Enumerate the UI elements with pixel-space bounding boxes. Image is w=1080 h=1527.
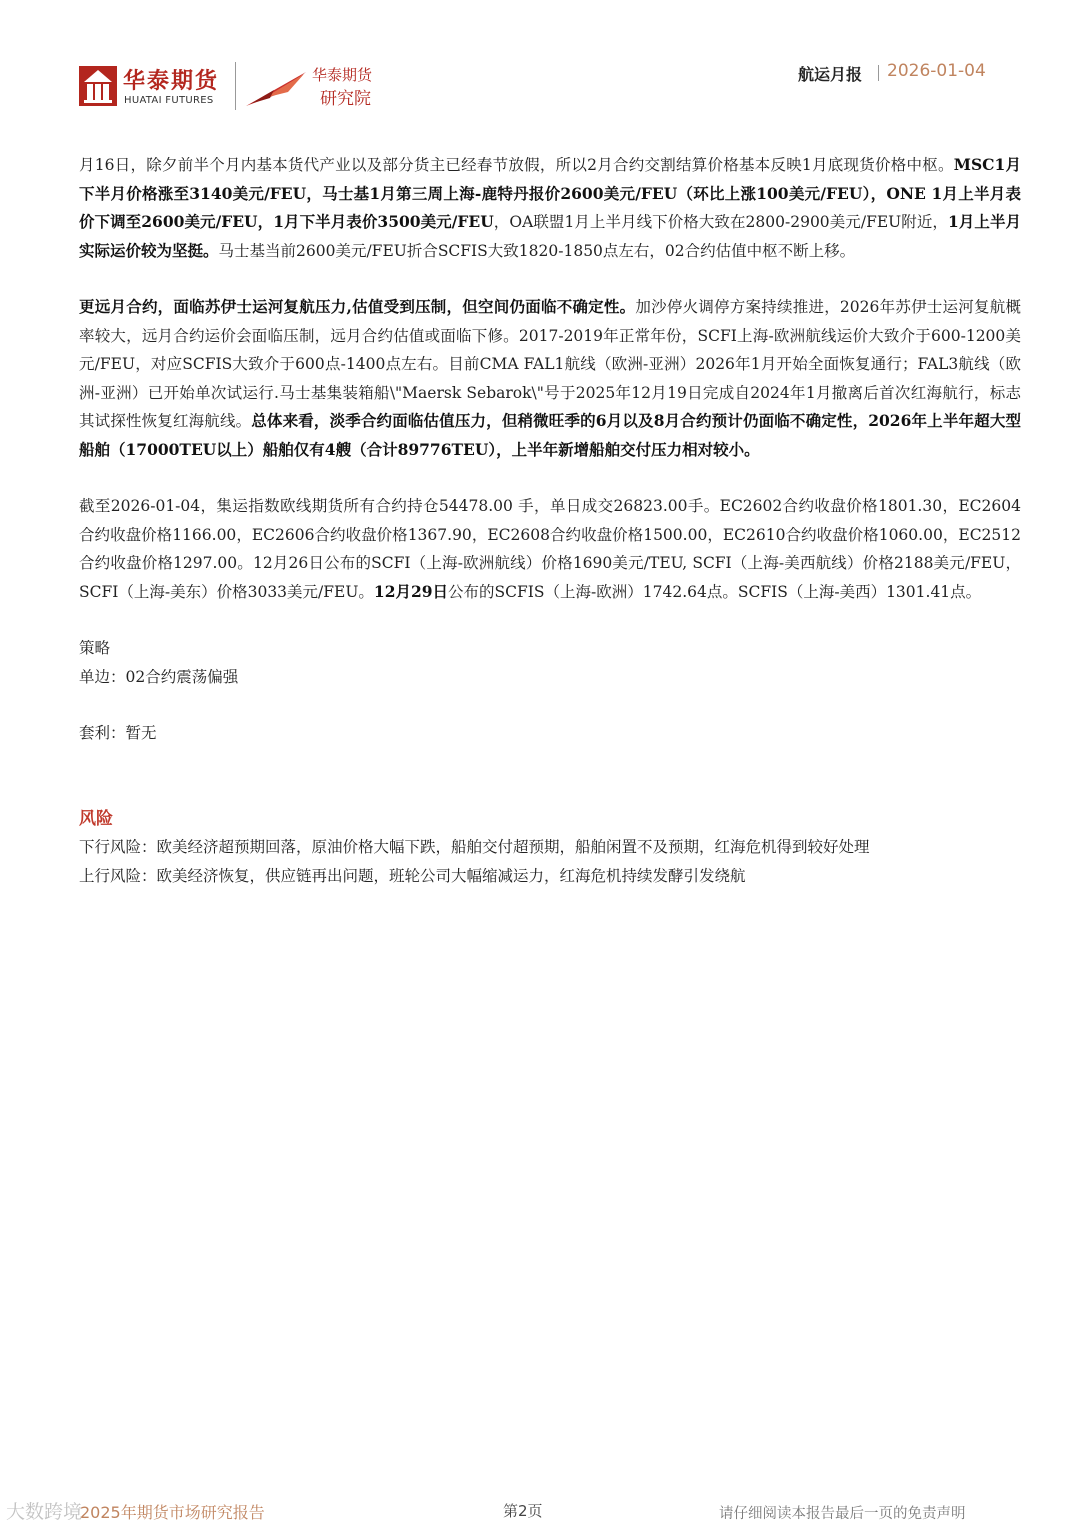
watermark: 大数跨境 bbox=[6, 1501, 83, 1523]
strategy-arbitrage: 套利：暂无 bbox=[79, 724, 157, 742]
risk-title: 风险 bbox=[79, 808, 113, 829]
text-run: 月16日，除夕前半个月内基本货代产业以及部分货主已经春节放假，所以2月合约交割结算价格基本反映1月底现货价格中枢。 bbox=[79, 156, 954, 174]
report-type: 航运月报 bbox=[798, 65, 863, 84]
logo-divider bbox=[235, 62, 236, 110]
text-run: 公布的SCFIS（上海-欧洲）1742.64点。SCFIS（上海-美西）1301.41点。 bbox=[448, 582, 982, 601]
highlight-run: MSC1月下半月价格涨至3140美元/FEU，马士基1月第三周上海-鹿特丹报价2600美元/FEU（环比上涨100美元/FEU），ONE 1月上半月表价下调至2600美元/FEU，1月下半月表价3500美元/FEU bbox=[79, 155, 1022, 231]
paragraph-spot-prices bbox=[79, 151, 1021, 265]
text-run: ，OA联盟1月上半月线下价格大致在2800-2900美元/FEU附近， bbox=[493, 213, 948, 231]
text-run: 截至2026-01-04，集运指数欧线期货所有合约持仓54478.00 手，单日成交26823.00手。EC2602合约收盘价格1801.30，EC2604合约收盘价格1166.00，EC2606合约收盘价格1367.90，EC2608合约收盘价格1500.00，EC2610合约收盘价格1060.00，EC2512合约收盘价格1297.00。12月26日公布的SCFI（上海-欧洲航线）价格1690美元/TEU, SCFI（上海-美西航线）价格2188美元/FEU，SCFI（上海-美东）价格3033美元/FEU。 bbox=[79, 497, 1021, 601]
highlight-run: 12月29日 bbox=[373, 581, 449, 601]
text-run: 加沙停火调停方案持续推进，2026年苏伊士运河复航概率较大，远月合约运价会面临压制，远月合约估值或面临下修。2017-2019年正常年份，SCFI上海-欧洲航线运价大致介于600-1200美元/FEU，对应SCFIS大致介于600点-1400点左右。目前CMA FAL1航线（欧洲-亚洲）2026年1月开始全面恢复通行；FAL3航线（欧洲-亚洲）已开始单次试运行.马士基集装箱船\"Maersk Sebarok\"号于2025年12月19日完成自2024年1月撤离后首次红海航行，标志其试探性恢复红海航线。 bbox=[79, 298, 1021, 430]
paragraph-far-month-contracts bbox=[79, 293, 1021, 464]
highlight-run: 1月上半月实际运价较为坚挺。 bbox=[79, 212, 1022, 260]
institute-name-line2: 研究院 bbox=[320, 89, 371, 109]
highlight-run: 总体来看，淡季合约面临估值压力，但稍微旺季的6月以及8月合约预计仍面临不确定性，2026年上半年超大型船舶（17000TEU以上）船舶仅有4艘（合计89776TEU），上半年新增船舶交付压力相对较小。 bbox=[79, 411, 1021, 459]
institute-name-line1: 华泰期货 bbox=[312, 66, 373, 84]
footer-report-title: 2025年期货市场研究报告 bbox=[80, 1503, 265, 1522]
strategy-unilateral: 单边：02合约震荡偏强 bbox=[79, 667, 239, 686]
logo-english-name: HUATAI FUTURES bbox=[124, 95, 214, 106]
paragraph-market-data bbox=[79, 492, 1021, 606]
highlight-run: 更远月合约，面临苏伊士运河复航压力,估值受到压制，但空间仍面临不确定性。 bbox=[79, 297, 636, 316]
page-footer bbox=[0, 1495, 1080, 1527]
page-header bbox=[0, 0, 1080, 130]
risk-section bbox=[79, 805, 1021, 891]
research-institute-logo bbox=[244, 60, 384, 112]
header-separator bbox=[878, 65, 879, 81]
risk-downside: 下行风险：欧美经济超预期回落，原油价格大幅下跌，船舶交付超预期，船舶闲置不及预期，红海危机得到较好处理 bbox=[79, 838, 870, 856]
strategy-title: 策略 bbox=[79, 639, 111, 657]
logo-chinese-name: 华泰期货 bbox=[123, 69, 220, 94]
text-run: 马士基当前2600美元/FEU折合SCFIS大致1820-1850点左右，02合约估值中枢不断上移。 bbox=[218, 241, 856, 260]
footer-disclaimer: 请仔细阅读本报告最后一页的免责声明 bbox=[719, 1506, 966, 1522]
bird-icon bbox=[244, 64, 310, 110]
strategy-section bbox=[79, 634, 1021, 748]
risk-upside: 上行风险：欧美经济恢复，供应链再出问题，班轮公司大幅缩减运力，红海危机持续发酵引发绕航 bbox=[79, 866, 746, 885]
huatai-logo-icon bbox=[79, 66, 117, 106]
report-date: 2026-01-04 bbox=[887, 61, 986, 81]
report-body bbox=[79, 151, 1021, 890]
page-number: 第2页 bbox=[503, 1502, 543, 1520]
